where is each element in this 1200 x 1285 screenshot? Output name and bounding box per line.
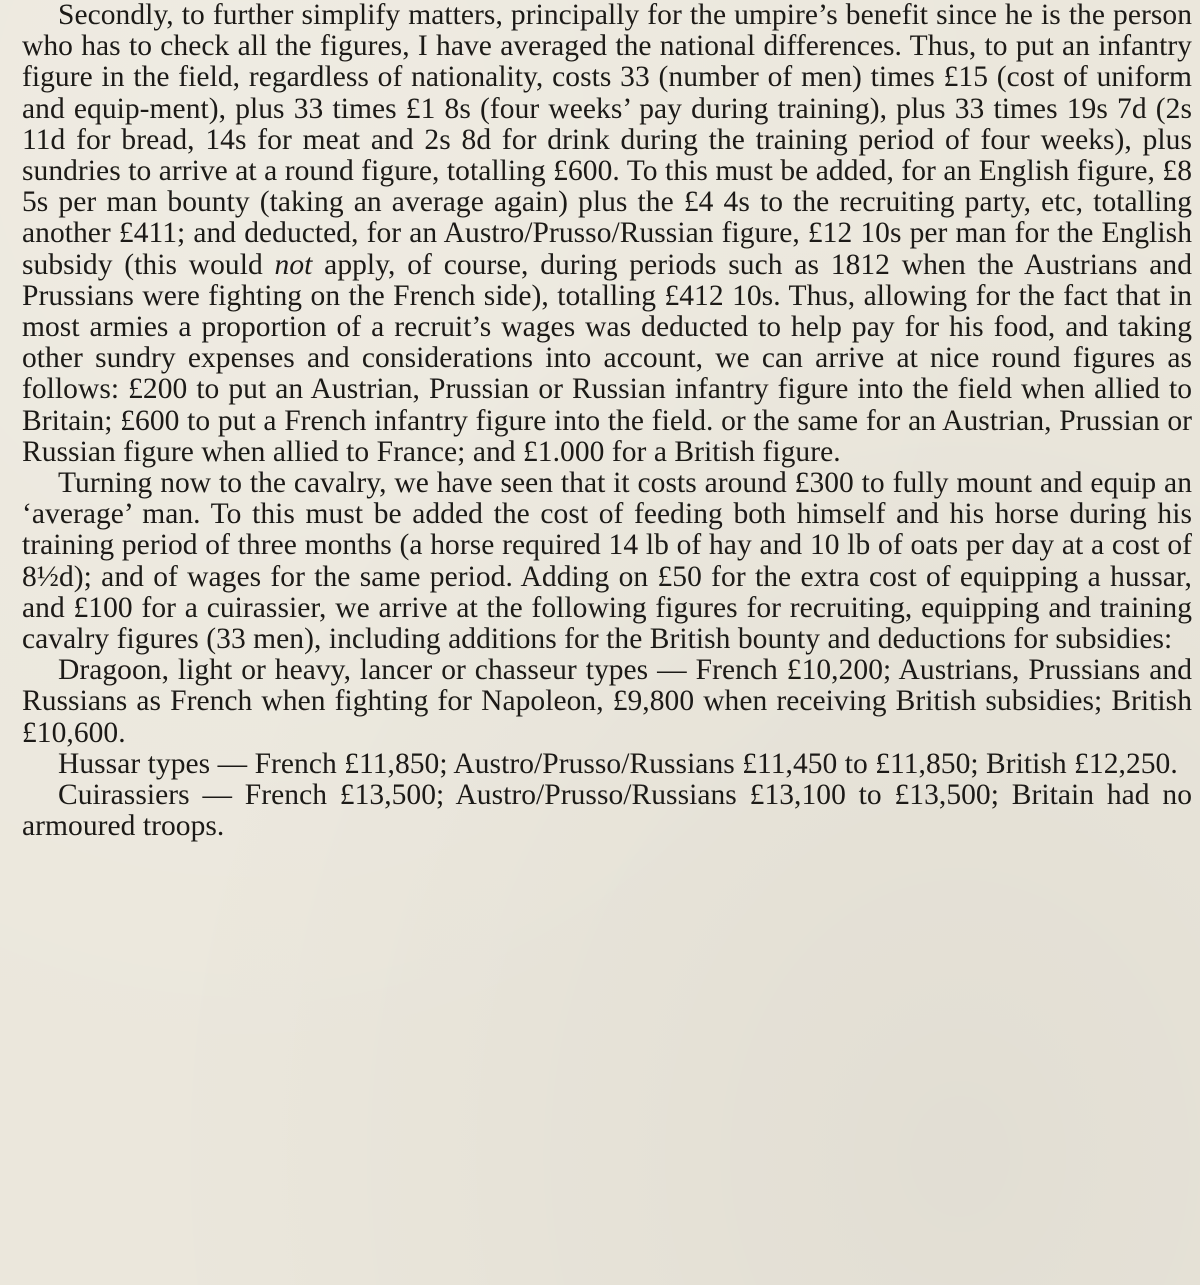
paragraph-hussar-costs: Hussar types — French £11,850; Austro/Prusso/Russians £11,450 to £11,850; British £12,250. [58, 747, 1178, 780]
paragraph-cavalry-costs: Turning now to the cavalry, we have seen that it costs around £300 to fully mount and equip an ‘average’ man. To this must be added the cost of feeding both himself and his horse during his training period of three months (a horse required 14 lb of hay and 10 lb of oats per day at a cost of 8½d); and of wages for the same period. Adding on £50 for the extra cost of equipping a hussar, and £100 for a cuirassier, we arrive at the following figures for recruiting, equipping and training cavalry figures (33 men), including additions for the British bounty and deductions for subsidies: [22, 467, 1192, 656]
paragraph-cuirassier-costs: Cuirassiers — French £13,500; Austro/Prusso/Russians £13,100 to £13,500; Britain had no armoured troops. [22, 779, 1192, 843]
paragraph-infantry-costs-part2: apply, of course, during periods such as 1812 when the Austrians and Prussians were fighting on the French side), totalling £412 10s. Thus, allowing for the fact that in most armies a proportion of a recruit’s wages was deducted to help pay for his food, and taking other sundry expenses and considerations into account, we can arrive at nice round figures as follows: £200 to put an Austrian, Prussian or Russian infantry figure into the field when allied to Britain; £600 to put a French infantry figure into the field. or the same for an Austrian, Prussian or Russian figure when allied to France; and £1.000 for a British figure. [22, 248, 1193, 468]
paragraph-dragoon-costs: Dragoon, light or heavy, lancer or chasseur types — French £10,200; Austrians, Prussians and Russians as French when fighting for Napoleon, £9,800 when receiving British subsidies; British £10,600. [22, 654, 1192, 749]
emphasis-not: not [274, 248, 313, 281]
paragraph-infantry-costs [22, 0, 1192, 468]
text-column [22, 0, 1192, 842]
paragraph-infantry-costs-part1: Secondly, to further simplify matters, principally for the umpire’s benefit since he is the person who has to check all the figures, I have averaged the national differences. Thus, to put an infantry figure in the field, regardless of nationality, costs 33 (number of men) times £15 (cost of uniform and equip-ment), plus 33 times £1 8s (four weeks’ pay during training), plus 33 times 19s 7d (2s 11d for bread, 14s for meat and 2s 8d for drink during the training period of four weeks), plus sundries to arrive at a round figure, totalling £600. To this must be added, for an English figure, £8 5s per man bounty (taking an average again) plus the £4 4s to the recruiting party, etc, totalling another £411; and deducted, for an Austro/Prusso/Russian figure, £12 10s per man for the English subsidy (this would [22, 0, 1192, 281]
